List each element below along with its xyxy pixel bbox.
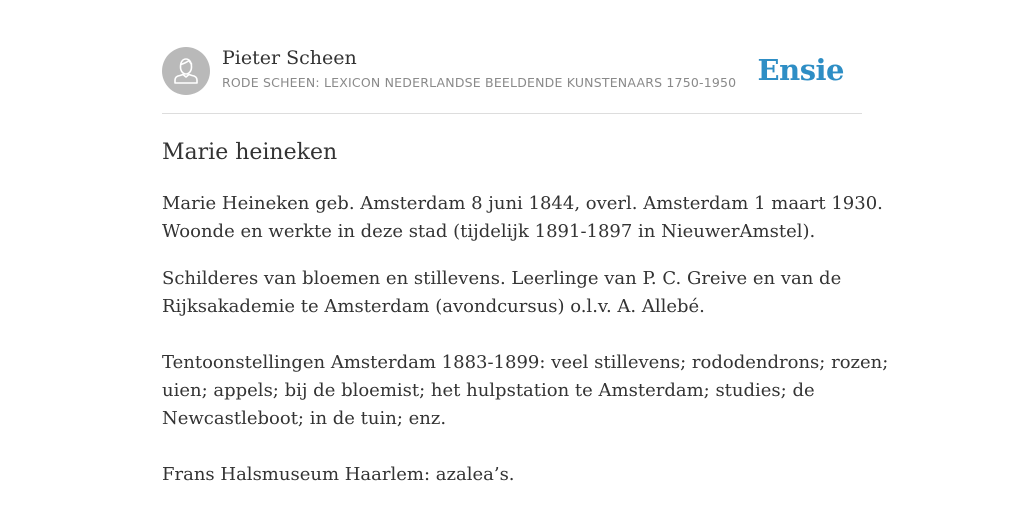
article-paragraph-4 bbox=[162, 461, 862, 489]
text-line: Frans Halsmuseum Haarlem: azalea’s. bbox=[162, 464, 515, 485]
article-header bbox=[162, 46, 862, 96]
text-line: Woonde en werkte in deze stad (tijdelijk 1891-1897 in NieuwerAmstel). bbox=[162, 221, 816, 242]
text-line: Schilderes van bloemen en stillevens. Leerlinge van P. C. Greive en van de bbox=[162, 268, 842, 289]
article-paragraph-2 bbox=[162, 265, 862, 321]
article-title: Marie heineken bbox=[162, 140, 338, 165]
header-divider bbox=[162, 113, 862, 114]
text-line: Newcastleboot; in de tuin; enz. bbox=[162, 408, 447, 429]
article-paragraph-3 bbox=[162, 349, 889, 433]
author-avatar[interactable] bbox=[162, 47, 210, 95]
text-line: uien; appels; bij de bloemist; het hulpstation te Amsterdam; studies; de bbox=[162, 380, 815, 401]
text-line: Tentoonstellingen Amsterdam 1883-1899: veel stillevens; rododendrons; rozen; bbox=[162, 352, 889, 373]
text-line: Marie Heineken geb. Amsterdam 8 juni 1844, overl. Amsterdam 1 maart 1930. bbox=[162, 193, 883, 214]
source-title[interactable]: RODE SCHEEN: LEXICON NEDERLANDSE BEELDENDE KUNSTENAARS 1750-1950 bbox=[222, 75, 737, 90]
author-name[interactable]: Pieter Scheen bbox=[222, 47, 357, 69]
ensie-logo[interactable]: Ensie bbox=[757, 53, 844, 87]
person-silhouette-icon bbox=[162, 47, 210, 95]
article-paragraph-1 bbox=[162, 190, 883, 246]
text-line: Rijksakademie te Amsterdam (avondcursus) o.l.v. A. Allebé. bbox=[162, 296, 705, 317]
